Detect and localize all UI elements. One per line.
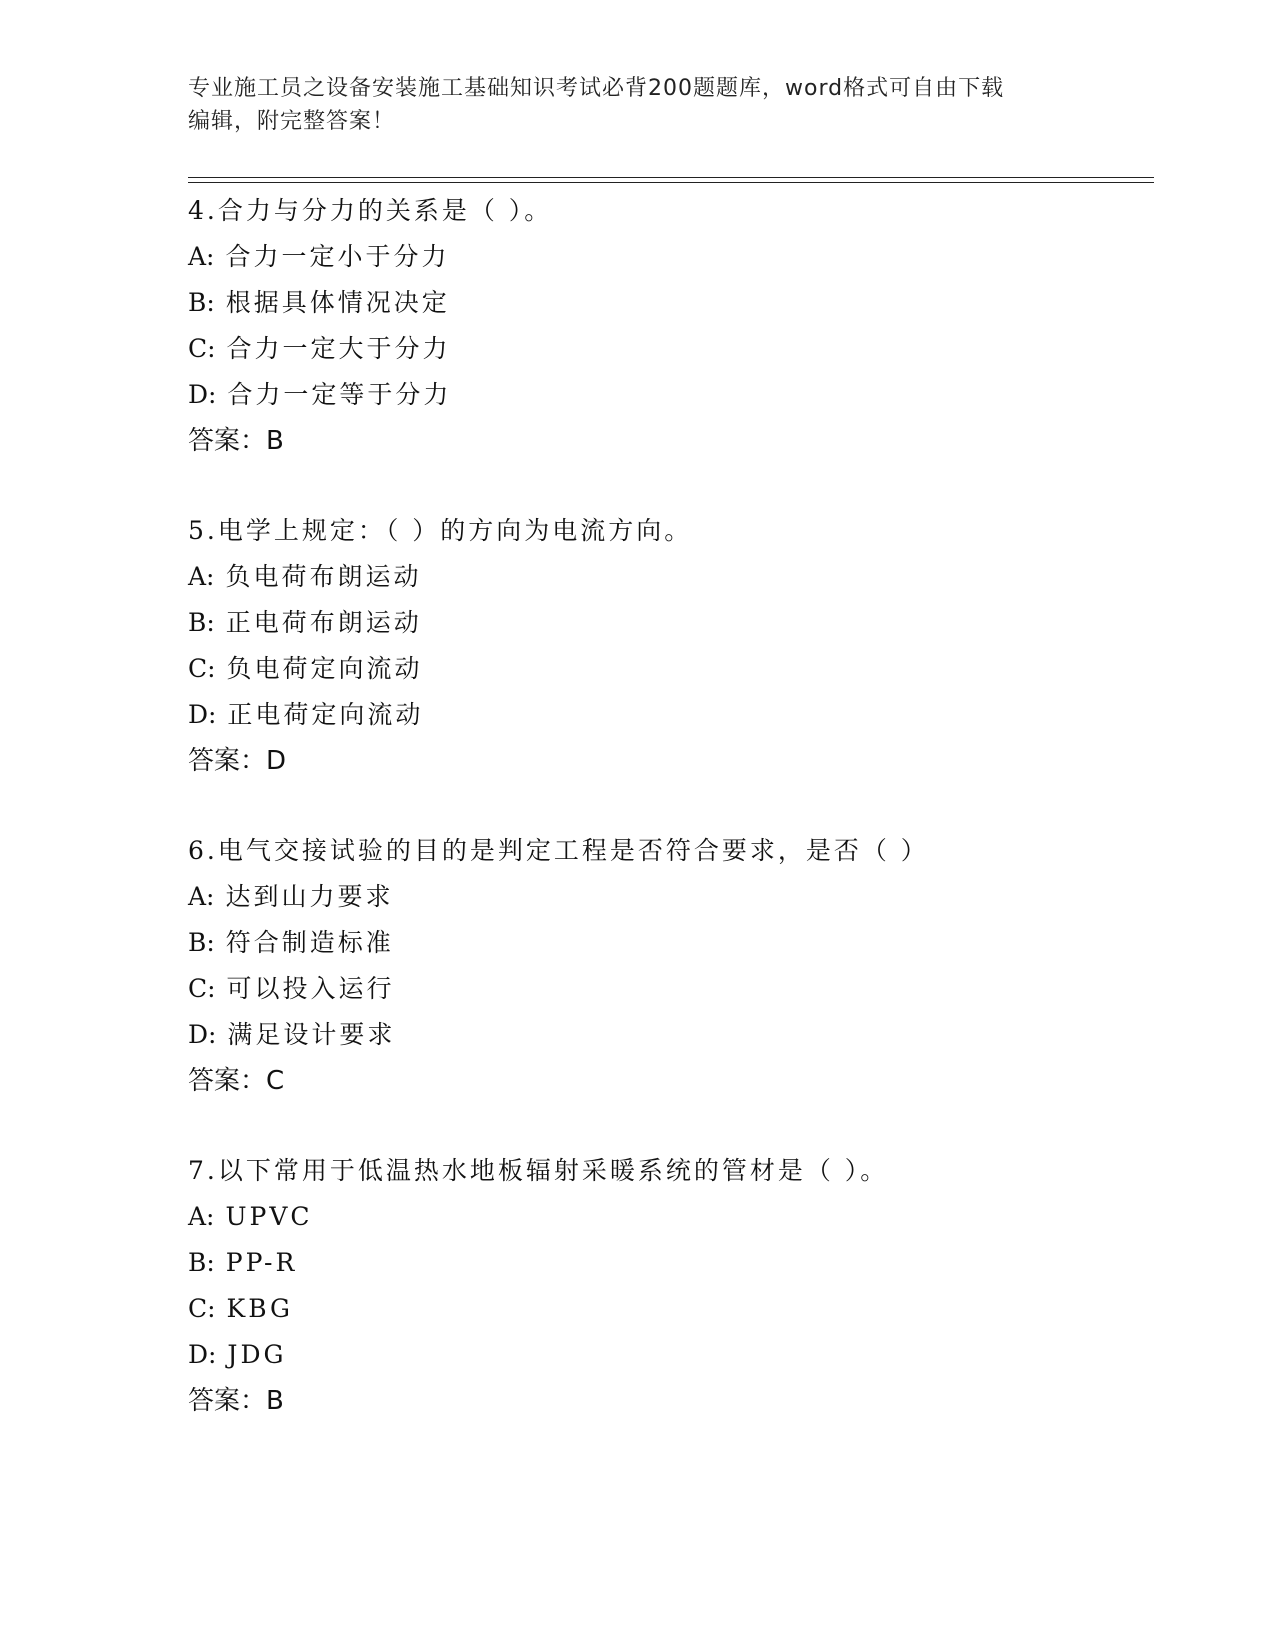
option-letter: D: xyxy=(188,380,217,409)
option-letter: A: xyxy=(188,1202,215,1231)
option-text: 满足设计要求 xyxy=(227,1020,396,1049)
option-text: 根据具体情况决定 xyxy=(225,288,450,317)
document-header xyxy=(188,72,1078,138)
option-letter: C: xyxy=(188,1294,216,1323)
option-b xyxy=(188,920,1168,966)
answer-line: 答案：B xyxy=(188,1386,284,1416)
option-text: 可以投入运行 xyxy=(226,974,395,1003)
option-b xyxy=(188,600,1168,646)
option-a xyxy=(188,874,1168,920)
option-text: JDG xyxy=(227,1340,287,1369)
question-stem: 4.合力与分力的关系是（ ）。 xyxy=(188,196,553,225)
option-letter: B: xyxy=(188,288,215,317)
question-stem: 6.电气交接试验的目的是判定工程是否符合要求，是否（ ） xyxy=(188,836,929,865)
option-d xyxy=(188,692,1168,738)
header-line-1: 专业施工员之设备安装施工基础知识考试必背200题题库，word格式可自由下载 xyxy=(188,76,1005,101)
question-block xyxy=(188,828,1168,1104)
option-letter: B: xyxy=(188,608,215,637)
option-c xyxy=(188,646,1168,692)
option-c xyxy=(188,326,1168,372)
option-d xyxy=(188,372,1168,418)
option-letter: D: xyxy=(188,700,217,729)
answer-line: 答案：C xyxy=(188,1066,285,1096)
option-text: 正电荷定向流动 xyxy=(227,700,424,729)
option-letter: C: xyxy=(188,334,216,363)
option-b xyxy=(188,1240,1168,1286)
option-letter: A: xyxy=(188,882,215,911)
option-letter: C: xyxy=(188,974,216,1003)
header-divider-top xyxy=(188,177,1154,178)
option-text: 符合制造标准 xyxy=(225,928,394,957)
option-c xyxy=(188,966,1168,1012)
option-text: 正电荷布朗运动 xyxy=(225,608,422,637)
option-a xyxy=(188,234,1168,280)
option-text: 合力一定等于分力 xyxy=(227,380,452,409)
question-block xyxy=(188,508,1168,784)
header-divider-bottom xyxy=(188,182,1154,183)
option-a xyxy=(188,554,1168,600)
option-d xyxy=(188,1332,1168,1378)
option-letter: D: xyxy=(188,1020,217,1049)
answer-line: 答案：B xyxy=(188,426,284,456)
option-a xyxy=(188,1194,1168,1240)
option-text: 合力一定大于分力 xyxy=(226,334,451,363)
option-text: 负电荷布朗运动 xyxy=(225,562,422,591)
question-stem: 5.电学上规定：（ ）的方向为电流方向。 xyxy=(188,516,693,545)
question-stem: 7.以下常用于低温热水地板辐射采暖系统的管材是（ ）。 xyxy=(188,1156,889,1185)
question-block xyxy=(188,1148,1168,1424)
question-block xyxy=(188,188,1168,464)
option-letter: A: xyxy=(188,562,215,591)
header-line-2: 编辑，附完整答案！ xyxy=(188,109,396,134)
option-text: KBG xyxy=(226,1294,293,1323)
option-text: 合力一定小于分力 xyxy=(225,242,450,271)
option-text: PP-R xyxy=(225,1248,298,1277)
option-d xyxy=(188,1012,1168,1058)
option-text: 负电荷定向流动 xyxy=(226,654,423,683)
option-b xyxy=(188,280,1168,326)
option-letter: C: xyxy=(188,654,216,683)
option-letter: D: xyxy=(188,1340,217,1369)
answer-line: 答案：D xyxy=(188,746,287,776)
option-letter: A: xyxy=(188,242,215,271)
option-text: 达到山力要求 xyxy=(225,882,394,911)
option-c xyxy=(188,1286,1168,1332)
option-text: UPVC xyxy=(225,1202,313,1231)
option-letter: B: xyxy=(188,928,215,957)
option-letter: B: xyxy=(188,1248,215,1277)
